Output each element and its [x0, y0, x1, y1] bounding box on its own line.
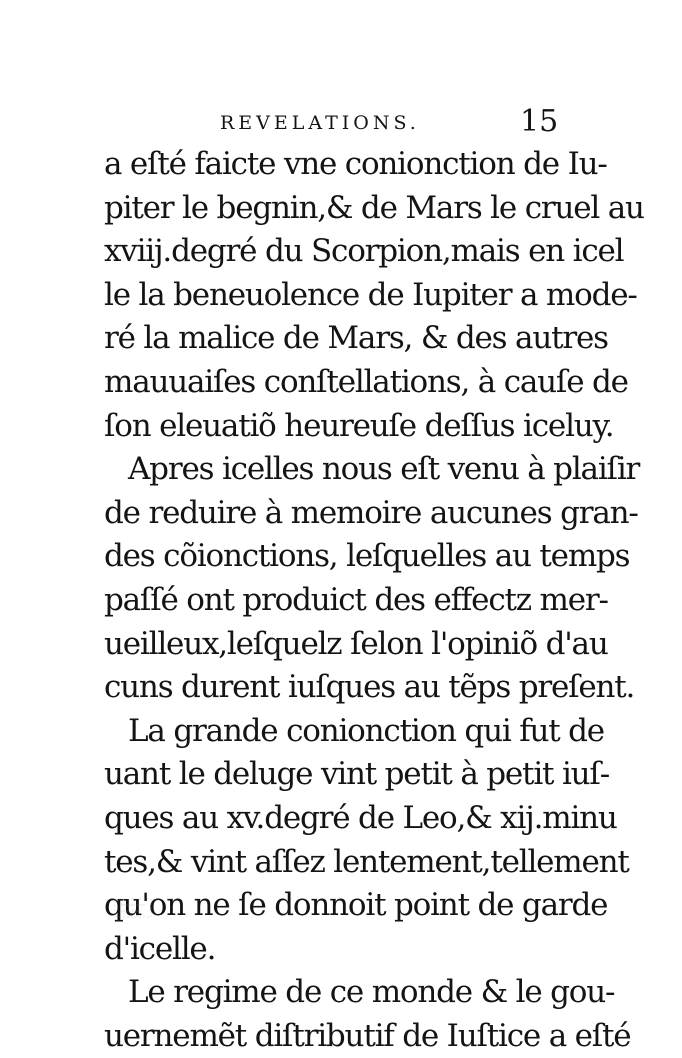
text-line: d'icelle.	[104, 930, 216, 967]
text-line: ſon eleuatiõ heureuſe deſſus iceluy.	[104, 407, 614, 444]
text-line: le la beneuolence de Iupiter a mode-	[104, 276, 637, 313]
text-line: tes,& vint aſſez lentement,tellement	[104, 843, 629, 880]
text-line: La grande conionction qui fut de	[128, 712, 604, 749]
text-line: uant le deluge vint petit à petit iuſ-	[104, 756, 609, 793]
running-title: REVELATIONS.	[220, 112, 420, 134]
text-line: Le regime de ce monde & le gou-	[128, 974, 615, 1011]
text-line: piter le begnin,& de Mars le cruel au	[104, 189, 644, 226]
faded-stamp-mark	[113, 895, 153, 921]
text-line: ueilleux,leſquelz ſelon l'opiniõ d'au	[104, 625, 608, 662]
page-header	[0, 100, 682, 144]
text-line: paſſé ont produict des effectz mer-	[104, 581, 608, 618]
text-line: a eſté faicte vne conionction de Iu-	[104, 146, 607, 182]
page-number: 15	[520, 104, 559, 139]
text-line: mauuaiſes conſtellations, à cauſe de	[104, 363, 628, 400]
text-line: des cõionctions, leſquelles au temps	[104, 538, 630, 575]
text-line: cuns durent iuſques au tẽps preſent.	[104, 669, 635, 706]
body-text	[104, 143, 644, 1058]
text-line: Apres icelles nous eſt venu à plaiſir	[128, 451, 640, 488]
text-line: de reduire à memoire aucunes gran-	[104, 494, 638, 531]
text-line: uernemẽt diſtributif de Iuſtice a eſté	[104, 1017, 631, 1054]
text-line: xviij.degré du Scorpion,mais en icel	[104, 233, 624, 270]
text-line: qu'on ne ſe donnoit point de garde	[104, 887, 608, 924]
text-line: ré la malice de Mars, & des autres	[104, 320, 608, 357]
text-line: ques au xv.degré de Leo,& xij.minu	[104, 799, 617, 836]
